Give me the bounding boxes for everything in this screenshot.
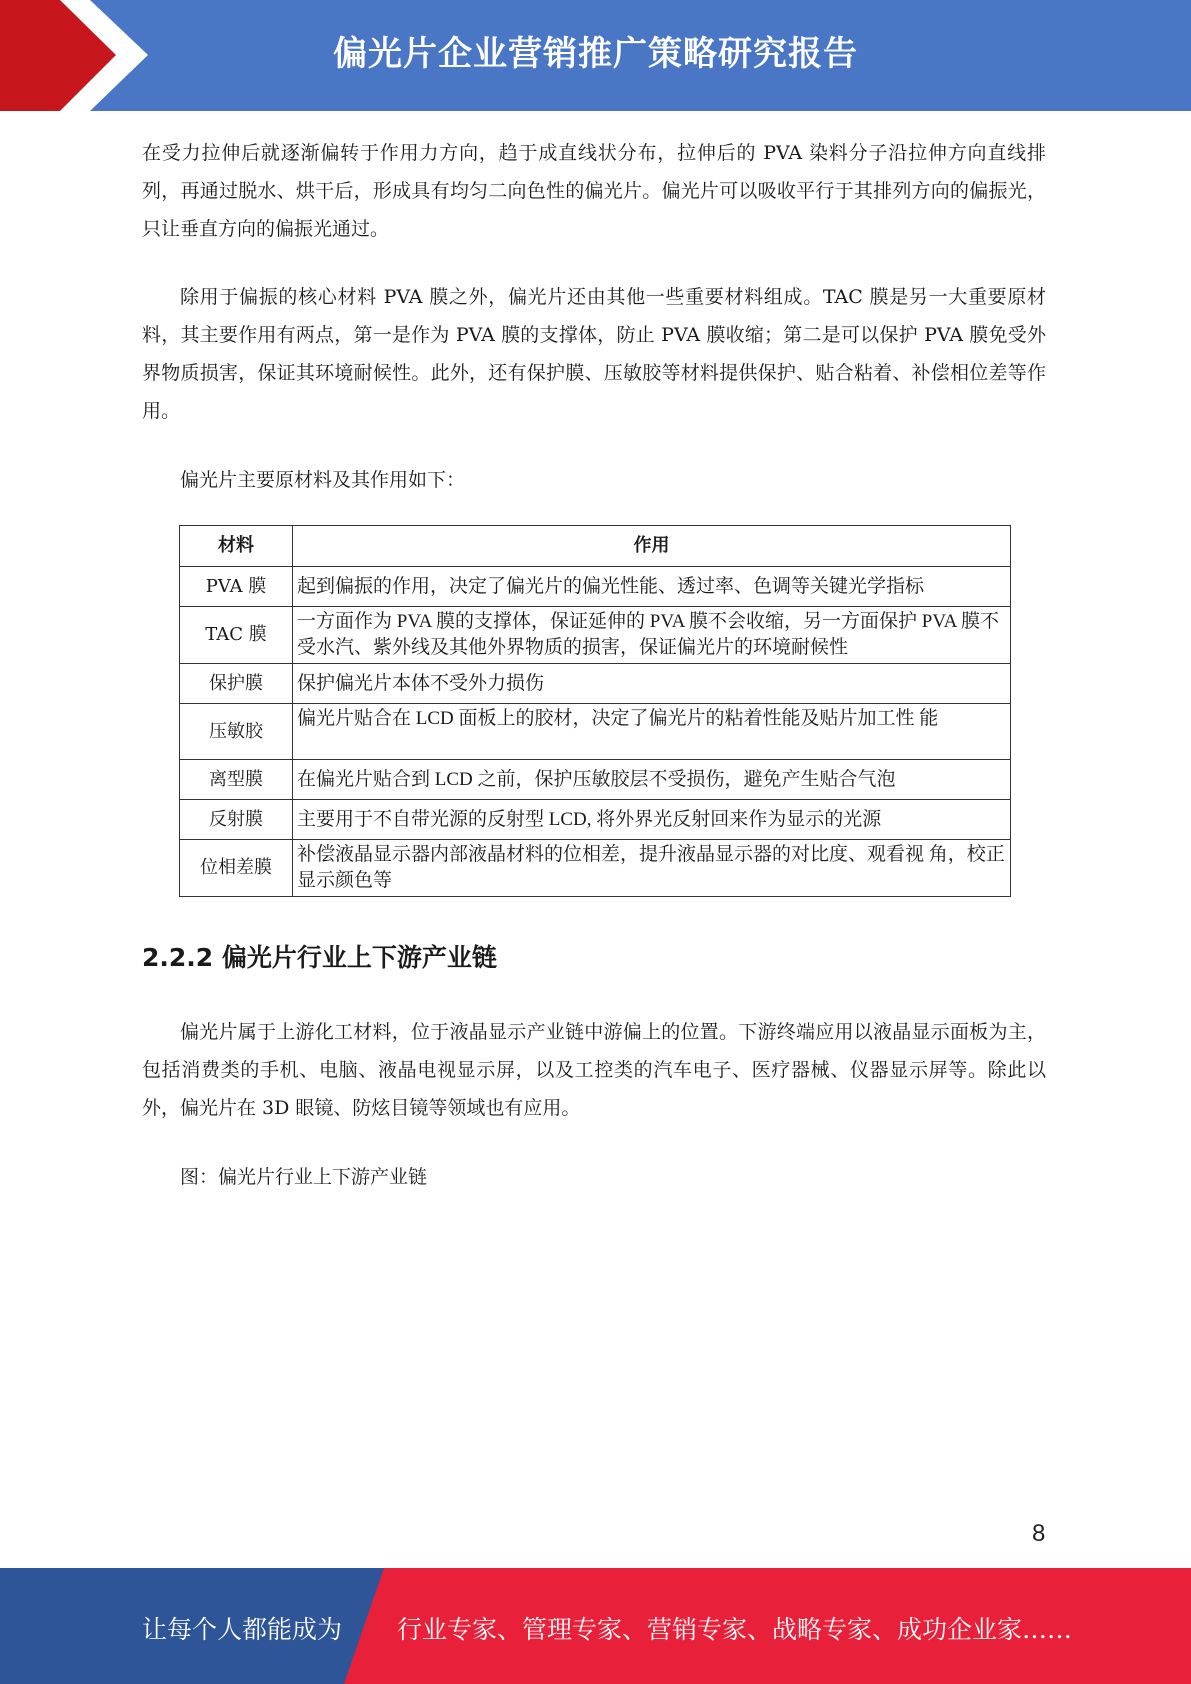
table-cell-function: 补偿液晶显示器内部液晶材料的位相差，提升液晶显示器的对比度、观看视 角，校正显示颜色等 <box>293 840 1011 897</box>
table-cell-function: 起到偏振的作用，决定了偏光片的偏光性能、透过率、色调等关键光学指标 <box>293 567 1011 607</box>
table-cell-material: TAC 膜 <box>180 607 293 664</box>
table-row <box>180 840 1011 897</box>
table-cell-material: 位相差膜 <box>180 840 293 897</box>
table-intro: 偏光片主要原材料及其作用如下： <box>180 469 466 491</box>
page-number: 8 <box>1032 1520 1046 1547</box>
page-footer <box>0 1568 1191 1684</box>
table-cell-function: 保护偏光片本体不受外力损伤 <box>293 664 1011 704</box>
table-cell-function: 在偏光片贴合到 LCD 之前，保护压敏胶层不受损伤，避免产生贴合气泡 <box>293 760 1011 800</box>
table-row <box>180 704 1011 760</box>
figure-caption: 图：偏光片行业上下游产业链 <box>180 1166 428 1188</box>
table-cell-function: 偏光片贴合在 LCD 面板上的胶材，决定了偏光片的粘着性能及贴片加工性 能 <box>293 704 1011 760</box>
table-row <box>180 800 1011 840</box>
footer-slogan-left: 让每个人都能成为 <box>142 1615 343 1644</box>
body-paragraph-3: 偏光片属于上游化工材料，位于液晶显示产业链中游偏上的位置。下游终端应用以液晶显示面板为主，包括消费类的手机、电脑、液晶电视显示屏，以及工控类的汽车电子、医疗器械、仪器显示屏等。除此以外，偏光片在 3D 眼镜、防炫目镜等领域也有应用。 <box>142 1021 1046 1119</box>
body-paragraph-1: 在受力拉伸后就逐渐偏转于作用力方向，趋于成直线状分布，拉伸后的 PVA 染料分子沿拉伸方向直线排列，再通过脱水、烘干后，形成具有均匀二向色性的偏光片。偏光片可以吸收平行于其排列方向的偏振光，只让垂直方向的偏振光通过。 <box>142 142 1046 240</box>
table-row <box>180 760 1011 800</box>
table-row <box>180 567 1011 607</box>
table-row <box>180 664 1011 704</box>
table-row <box>180 607 1011 664</box>
table-header-material: 材料 <box>180 526 293 567</box>
table-header-function: 作用 <box>293 526 1011 567</box>
table-cell-material: 反射膜 <box>180 800 293 840</box>
table-cell-material: 离型膜 <box>180 760 293 800</box>
footer-slogan-right: 行业专家、管理专家、营销专家、战略专家、成功企业家…… <box>397 1615 1073 1644</box>
table-cell-material: PVA 膜 <box>180 567 293 607</box>
body-paragraph-2: 除用于偏振的核心材料 PVA 膜之外，偏光片还由其他一些重要材料组成。TAC 膜是另一大重要原材料，其主要作用有两点，第一是作为 PVA 膜的支撑体，防止 PVA 膜收缩；第二是可以保护 PVA 膜免受外界物质损害，保证其环境耐候性。此外，还有保护膜、压敏胶等材料提供保护、贴合粘着、补偿相位差等作用。 <box>142 286 1046 422</box>
section-heading: 2.2.2 偏光片行业上下游产业链 <box>142 943 497 972</box>
table-header-row <box>180 526 1011 567</box>
table-cell-material: 压敏胶 <box>180 704 293 760</box>
page-header <box>0 0 1191 111</box>
table-cell-material: 保护膜 <box>180 664 293 704</box>
document-title: 偏光片企业营销推广策略研究报告 <box>333 34 858 74</box>
materials-table <box>179 525 1011 897</box>
table-cell-function: 一方面作为 PVA 膜的支撑体，保证延伸的 PVA 膜不会收缩，另一方面保护 PVA 膜不受水汽、紫外线及其他外界物质的损害，保证偏光片的环境耐候性 <box>293 607 1011 664</box>
table-cell-function: 主要用于不自带光源的反射型 LCD, 将外界光反射回来作为显示的光源 <box>293 800 1011 840</box>
